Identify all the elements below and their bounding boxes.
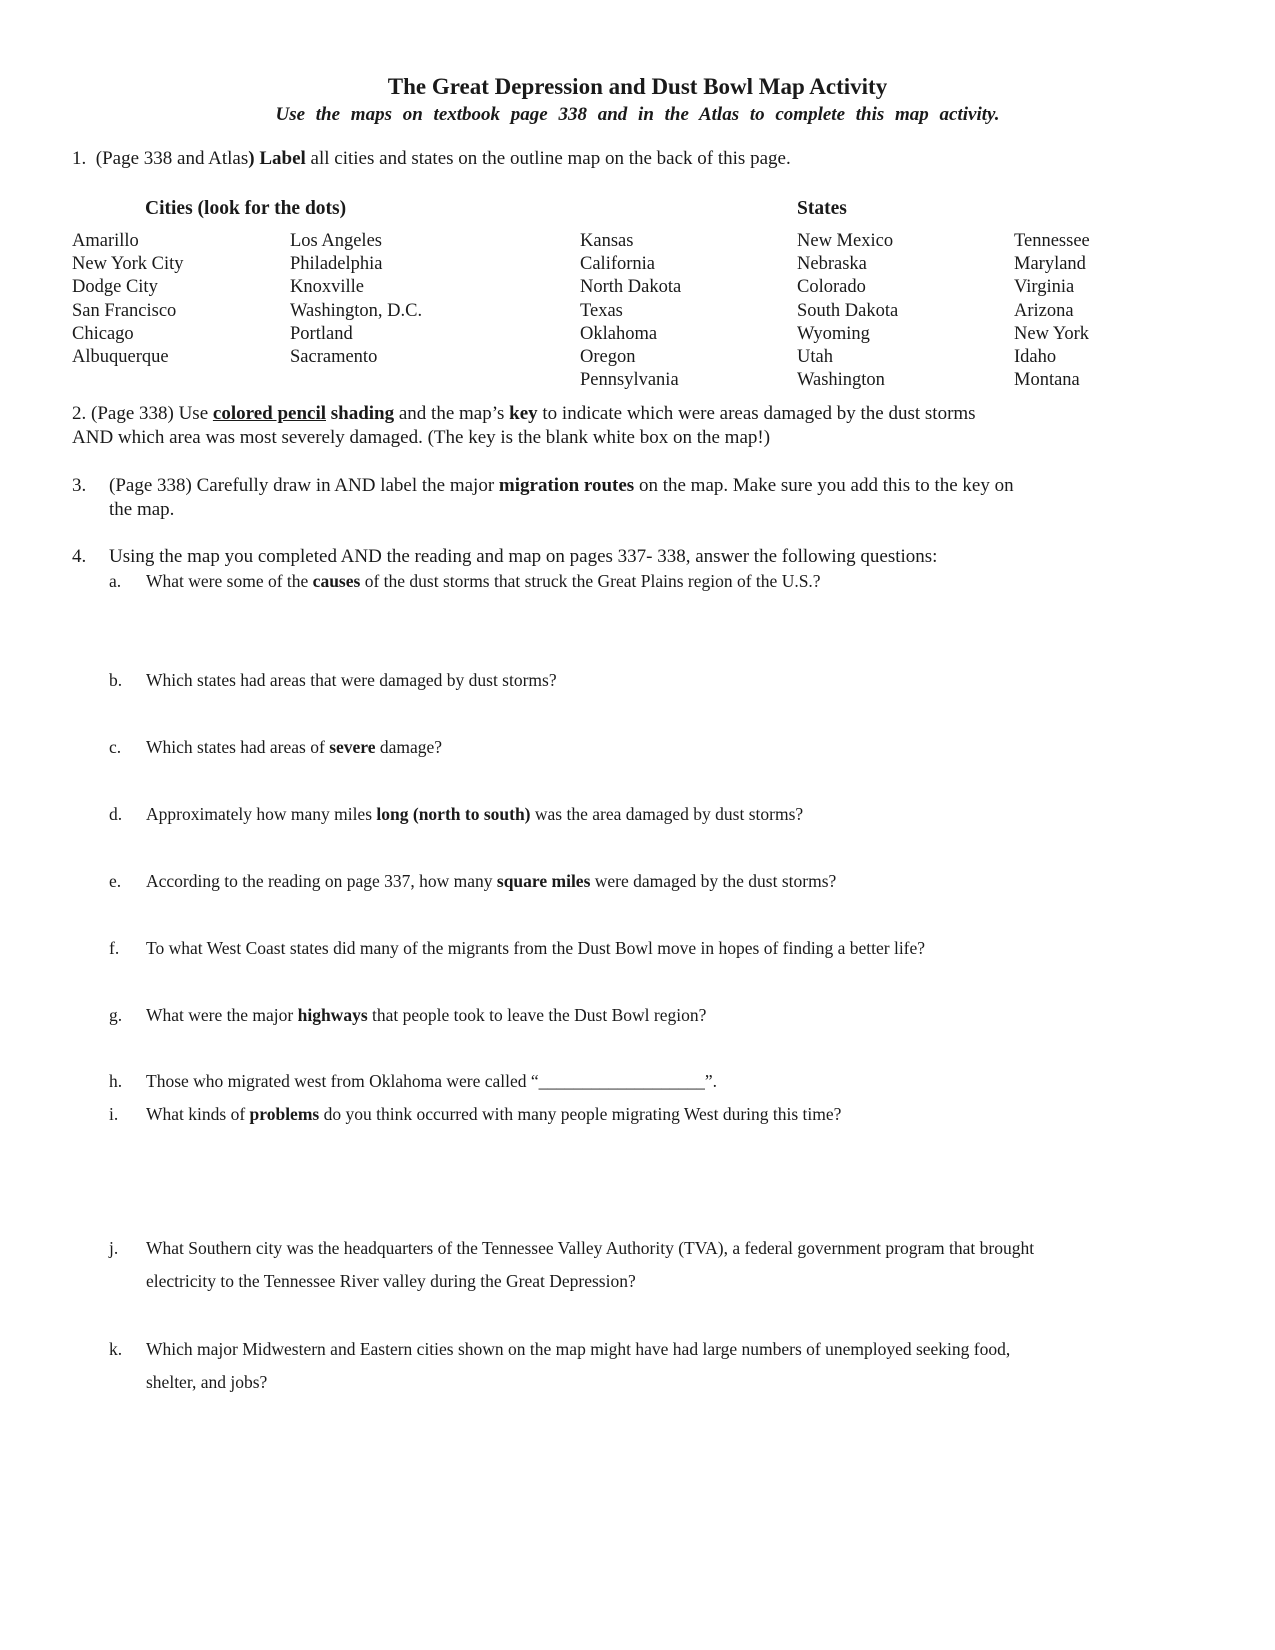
subq-i-letter: i. [109, 1104, 119, 1124]
state-item: New York [1014, 323, 1090, 344]
state-item: California [580, 254, 656, 275]
subq-d-letter: d. [109, 804, 123, 824]
page-subtitle: Use the maps on textbook page 338 and in the Atlas to complete this map activity. [275, 104, 1000, 125]
state-item: South Dakota [797, 300, 899, 321]
subq-i-post: do you think occurred with many people migrating West during this time? [319, 1104, 842, 1124]
question-3-number: 3. [72, 475, 87, 496]
subq-d-post: was the area damaged by dust storms? [530, 804, 804, 824]
cities-column-2 [290, 230, 422, 369]
subq-g-post: that people took to leave the Dust Bowl region? [367, 1005, 707, 1025]
question-3-migration-routes: migration routes [498, 475, 635, 496]
question-4-number: 4. [72, 546, 87, 567]
subq-g-letter: g. [109, 1005, 123, 1025]
city-item: Albuquerque [72, 347, 169, 368]
subq-e-post: were damaged by the dust storms? [590, 871, 837, 891]
question-2-mid: and the map’s [394, 403, 510, 424]
city-item: Portland [290, 323, 353, 344]
state-item: Idaho [1014, 347, 1057, 368]
question-1 [72, 148, 791, 170]
subq-f-letter: f. [109, 938, 120, 958]
subq-j-letter: j. [109, 1238, 119, 1258]
city-item: Chicago [72, 323, 134, 344]
subq-f-text: To what West Coast states did many of the migrants from the Dust Bowl move in hopes of finding a better life? [146, 938, 926, 958]
cities-heading: Cities (look for the dots) [145, 198, 347, 219]
states-column-3 [1014, 230, 1090, 392]
subq-k-line-1: Which major Midwestern and Eastern cities shown on the map might have had large numbers of unemployed seeking food, [146, 1339, 1011, 1359]
subq-c-text [146, 737, 442, 758]
state-item: Kansas [580, 231, 634, 251]
subq-d-pre: Approximately how many miles [146, 804, 377, 824]
state-item: Maryland [1014, 254, 1086, 275]
city-item: Philadelphia [290, 254, 383, 275]
page-title: The Great Depression and Dust Bowl Map Activity [387, 74, 888, 99]
state-item: Nebraska [797, 254, 867, 275]
subq-e-letter: e. [109, 871, 122, 891]
subq-c-bold: severe [329, 737, 376, 757]
states-column-2 [797, 230, 898, 392]
question-1-number: 1. [72, 148, 87, 169]
question-1-bold: ) Label [248, 148, 306, 169]
subq-k-line-2: shelter, and jobs? [146, 1372, 268, 1392]
subq-i-pre: What kinds of [146, 1104, 250, 1124]
state-item: Washington [797, 370, 885, 391]
question-2-pre: 2. (Page 338) Use [72, 403, 213, 424]
subq-c-pre: Which states had areas of [146, 737, 330, 757]
subq-a-text [146, 571, 821, 592]
question-3-line-1 [109, 475, 1014, 497]
state-item: Texas [580, 300, 623, 321]
subq-k-letter: k. [109, 1339, 123, 1359]
question-4-text: Using the map you completed AND the reading and map on pages 337- 338, answer the following questions: [109, 546, 938, 567]
state-item: Colorado [797, 277, 866, 298]
question-3-pre: (Page 338) Carefully draw in AND label the major [109, 475, 499, 496]
subq-g-pre: What were the major [146, 1005, 298, 1025]
state-item: Virginia [1014, 277, 1075, 298]
state-item: Oregon [580, 347, 636, 368]
state-item: Montana [1014, 370, 1080, 391]
subq-g-bold: highways [297, 1005, 368, 1025]
subq-j-line-1: What Southern city was the headquarters of the Tennessee Valley Authority (TVA), a federal government program that brought [146, 1238, 1035, 1258]
subq-e-pre: According to the reading on page 337, how many [146, 871, 497, 891]
cities-column-1 [72, 230, 184, 369]
city-item: Knoxville [290, 277, 364, 298]
question-2-key: key [509, 403, 538, 424]
subq-b-text: Which states had areas that were damaged by dust storms? [146, 670, 557, 690]
subq-c-post: damage? [375, 737, 443, 757]
state-item: Arizona [1014, 300, 1074, 321]
state-item: North Dakota [580, 277, 682, 298]
subq-c-letter: c. [109, 737, 122, 757]
question-3-line-2: the map. [109, 499, 175, 520]
state-item: Wyoming [797, 323, 870, 344]
city-item: Los Angeles [290, 231, 382, 251]
subq-d-text [146, 804, 803, 825]
state-item: Utah [797, 347, 833, 368]
subq-i-bold: problems [249, 1104, 320, 1124]
subq-a-pre: What were some of the [146, 571, 313, 591]
subq-a-letter: a. [109, 571, 122, 591]
city-item: Sacramento [290, 347, 378, 368]
subq-h-text: Those who migrated west from Oklahoma were called “___________________”. [146, 1071, 718, 1091]
question-1-post: all cities and states on the outline map on the back of this page. [305, 148, 791, 169]
state-item: Oklahoma [580, 323, 658, 344]
subq-a-post: of the dust storms that struck the Great Plains region of the U.S.? [360, 571, 821, 591]
state-item: Tennessee [1014, 231, 1090, 251]
city-item: Washington, D.C. [290, 300, 423, 321]
subq-e-bold: square miles [496, 871, 591, 891]
city-item: Dodge City [72, 277, 158, 298]
question-2-colored-pencil: colored pencil [212, 403, 326, 424]
subq-a-bold: causes [312, 571, 361, 591]
states-column-1 [580, 230, 681, 392]
question-2-post: to indicate which were areas damaged by the dust storms [537, 403, 976, 424]
subq-g-text [146, 1005, 706, 1026]
subq-h-letter: h. [109, 1071, 123, 1091]
subq-e-text [146, 871, 836, 892]
question-2-line-2: AND which area was most severely damaged. (The key is the blank white box on the map!) [72, 427, 771, 448]
question-3-post: on the map. Make sure you add this to the key on [634, 475, 1014, 496]
question-2-shading: shading [326, 403, 395, 424]
state-item: New Mexico [797, 231, 894, 251]
states-heading: States [797, 198, 847, 219]
question-2-line-1 [72, 403, 976, 425]
subq-i-text [146, 1104, 841, 1125]
city-item: Amarillo [72, 231, 139, 251]
city-item: San Francisco [72, 300, 177, 321]
city-item: New York City [72, 254, 184, 275]
subq-d-bold: long (north to south) [376, 804, 531, 824]
subq-j-line-2: electricity to the Tennessee River valley during the Great Depression? [146, 1271, 636, 1291]
subq-b-letter: b. [109, 670, 123, 690]
question-1-pre: (Page 338 and Atlas [95, 148, 249, 169]
state-item: Pennsylvania [580, 370, 679, 391]
